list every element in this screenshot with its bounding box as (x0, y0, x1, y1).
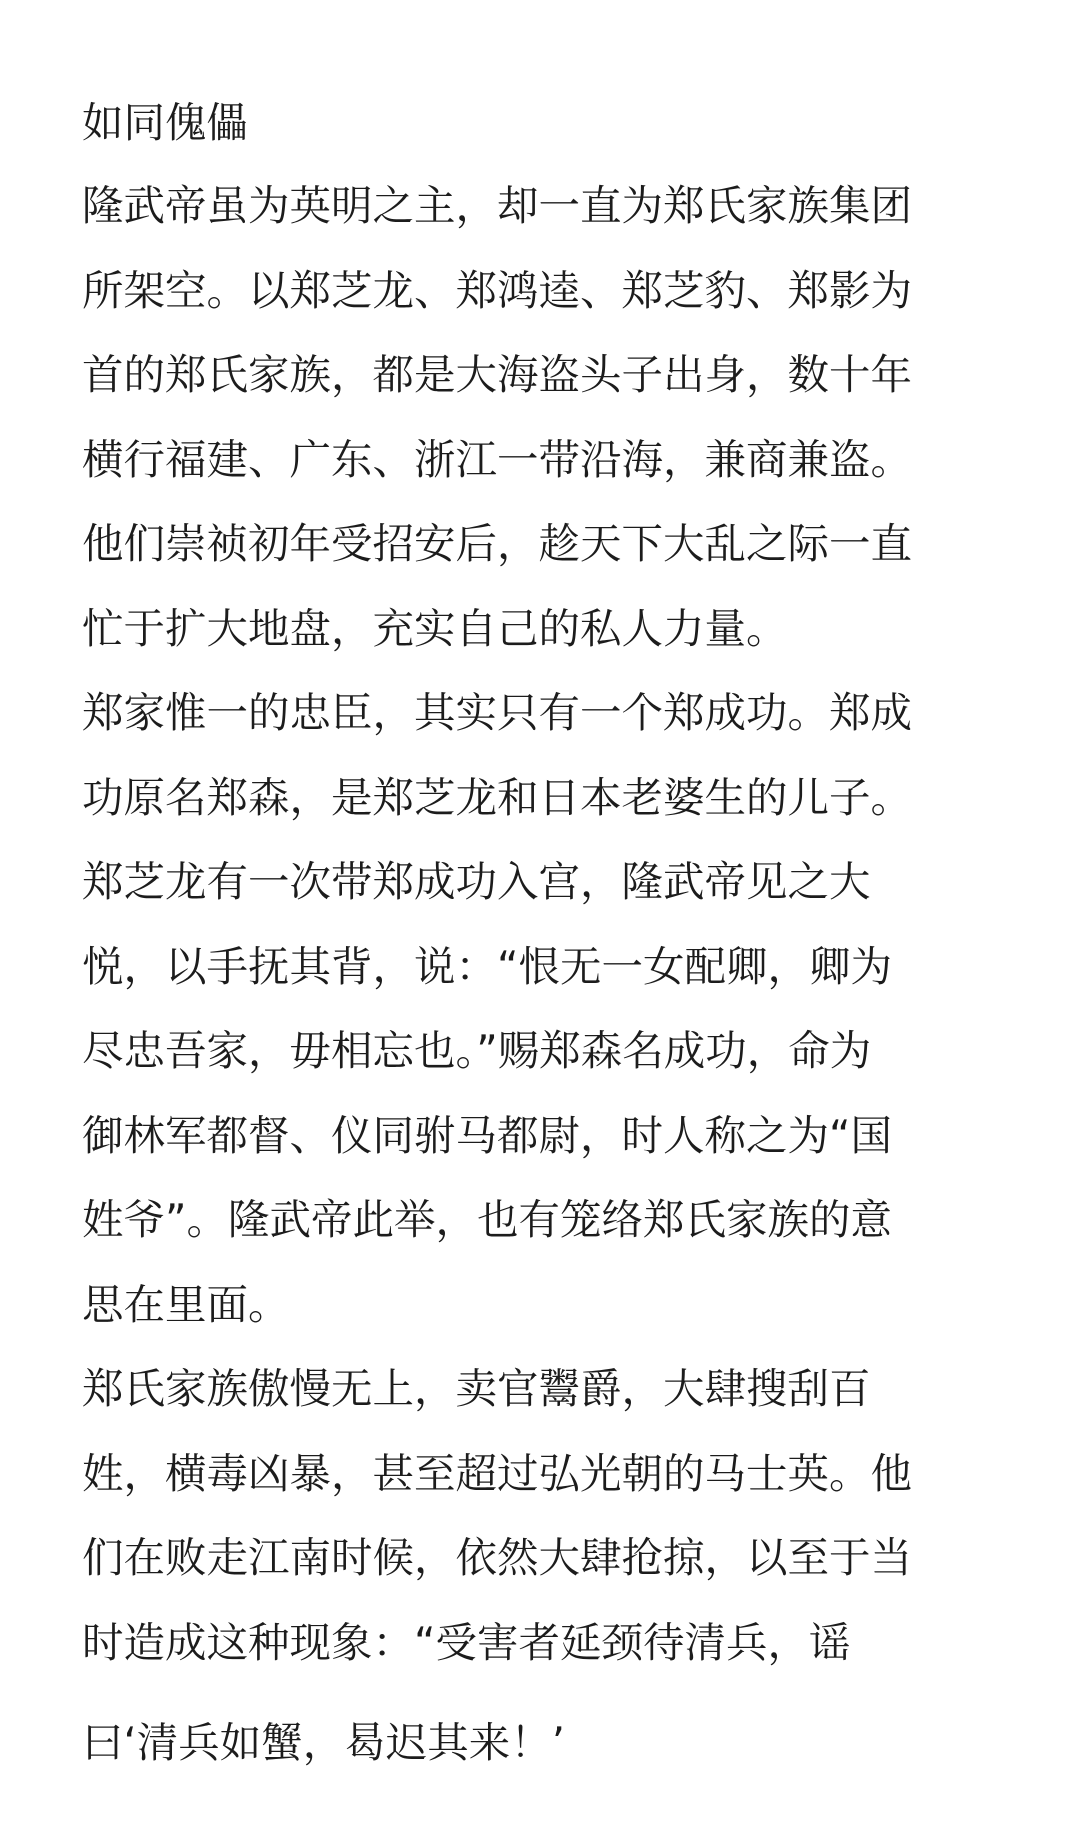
paragraph-1 (82, 164, 982, 671)
text-line: 他们崇祯初年受招安后，趁天下大乱之际一直 (82, 519, 913, 568)
text-line: 御林军都督、仪同驸马都尉，时人称之为“国 (82, 1110, 893, 1160)
article-body (82, 82, 982, 1793)
article-title: 如同傀儡 (82, 98, 249, 147)
text-line: 首的郑氏家族，都是大海盗头子出身，数十年 (82, 350, 913, 399)
text-line: 尽忠吾家，毋相忘也。”赐郑森名成功，命为 (82, 1026, 872, 1075)
text-line: 姓，横毒凶暴，甚至超过弘光朝的马士英。他 (82, 1448, 913, 1498)
text-line: 郑家惟一的忠臣，其实只有一个郑成功。郑成 (82, 688, 913, 737)
text-line: 忙于扩大地盘，充实自己的私人力量。 (82, 603, 788, 653)
text-line: 所架空。以郑芝龙、郑鸿逵、郑芝豹、郑影为 (82, 265, 913, 315)
text-line: 姓爷”。隆武帝此举，也有笼络郑氏家族的意 (82, 1195, 893, 1244)
text-line: 思在里面。 (82, 1279, 290, 1329)
text-line: 时造成这种现象：“受害者延颈待清兵，谣 (82, 1617, 851, 1667)
paragraph-2 (82, 671, 982, 1347)
text-line: 悦，以手抚其背，说：“恨无一女配卿，卿为 (82, 941, 893, 991)
text-line: 郑芝龙有一次带郑成功入宫，隆武帝见之大 (82, 857, 871, 906)
text-line: 功原名郑森，是郑芝龙和日本老婆生的儿子。 (82, 772, 913, 822)
paragraph-3 (82, 1347, 982, 1793)
text-line: 横行福建、广东、浙江一带沿海，兼商兼盗。 (82, 434, 913, 484)
text-line: 郑氏家族傲慢无上，卖官鬻爵，大肆搜刮百 (82, 1364, 871, 1413)
text-line: 隆武帝虽为英明之主，却一直为郑氏家族集团 (82, 181, 913, 230)
text-line: 曰‘清兵如蟹，曷迟其来！’ (82, 1718, 565, 1767)
text-line: 们在败走江南时候，依然大肆抢掠，以至于当 (82, 1533, 913, 1582)
